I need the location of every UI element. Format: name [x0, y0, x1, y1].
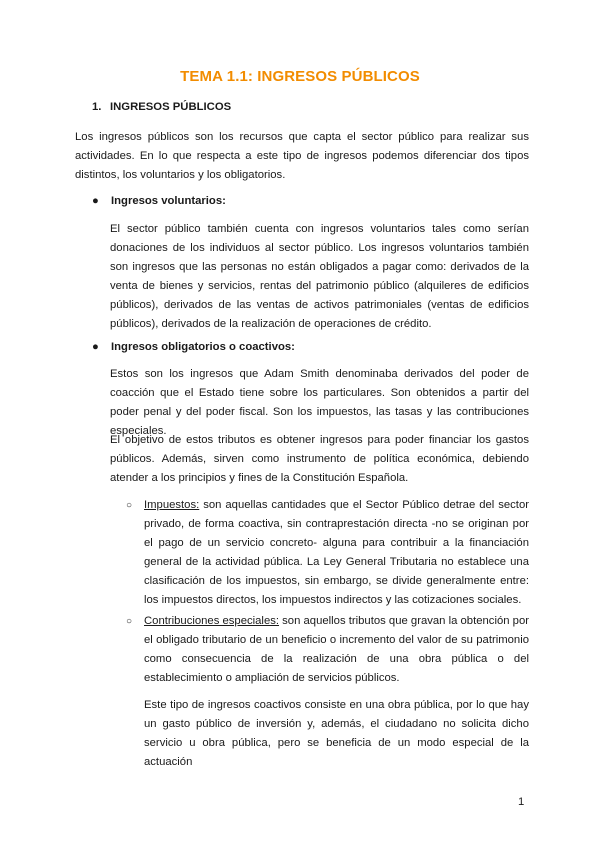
- voluntarios-paragraph: El sector público también cuenta con ingresos voluntarios tales como serían donaciones de los individuos al sector público. Los ingresos voluntarios también son ingresos que las personas no están obligados a pagar como: derivados de la venta de bienes y servicios, rentas del patrimonio público (alquileres de edificios públicos), derivados de las ventas de activos patrimoniales (ventas de edificios públicos), derivados de la realización de operaciones de crédito.: [110, 223, 529, 330]
- subitem-text: son aquellas cantidades que el Sector Público detrae del sector privado, de forma coactiva, sin contraprestación directa -no se originan por el pago de un servicio concreto- alguna para contribuir a la financiación general de la actividad pública. La Ley General Tributaria no establece una clasificación de los impuestos, sin embargo, se divide generalmente entre: los impuestos directos, los impuestos indirectos y las cotizaciones sociales.: [144, 499, 529, 606]
- circle-bullet-icon: ○: [126, 500, 133, 511]
- subitem-text: son aquellos tributos que gravan la obtención por el obligado tributario de un beneficio o incremento del valor de su patrimonio como consecuencia de la realización de una obra pública o del establecimiento o ampliación de servicios públicos.: [144, 615, 529, 684]
- document-title: TEMA 1.1: INGRESOS PÚBLICOS: [180, 68, 420, 85]
- bullet-dot: ●: [92, 341, 99, 353]
- subitem-contribuciones: [110, 612, 529, 688]
- circle-bullet-icon: ○: [126, 616, 133, 627]
- page-number: 1: [518, 796, 525, 808]
- section-title: INGRESOS PÚBLICOS: [110, 101, 232, 113]
- subitem-term: Impuestos:: [144, 499, 200, 511]
- subitem-term: Contribuciones especiales:: [144, 615, 280, 627]
- bullet-heading: Ingresos voluntarios:: [111, 195, 226, 207]
- contribuciones-extra-paragraph: Este tipo de ingresos coactivos consiste en una obra pública, por lo que hay un gasto público de inversión y, además, el ciudadano no solicita dicho servicio u obra pública, pero se beneficia de un modo especial de la actuación: [144, 699, 529, 768]
- subitem-impuestos: [110, 496, 529, 610]
- bullet-heading: Ingresos obligatorios o coactivos:: [111, 341, 295, 353]
- section-heading: [92, 101, 231, 113]
- obligatorios-paragraph-1: Estos son los ingresos que Adam Smith denominaba derivados del poder de coacción que el Estado tiene sobre los particulares. Son obtenidos a partir del poder penal y del poder fiscal. Son los impuestos, las tasas y las contribuciones especiales.: [110, 368, 529, 437]
- obligatorios-paragraph-2: El objetivo de estos tributos es obtener ingresos para poder financiar los gastos públicos. Además, sirven como instrumento de política económica, debiendo atender a los principios y fines de la Constitución Española.: [110, 434, 529, 484]
- bullet-voluntarios: [92, 195, 226, 207]
- bullet-dot: ●: [92, 195, 99, 207]
- section-number: 1.: [92, 101, 102, 113]
- intro-paragraph: Los ingresos públicos son los recursos que capta el sector público para realizar sus actividades. En lo que respecta a este tipo de ingresos podemos diferenciar dos tipos distintos, los voluntarios y los obligatorios.: [75, 131, 529, 181]
- bullet-obligatorios: [92, 341, 295, 353]
